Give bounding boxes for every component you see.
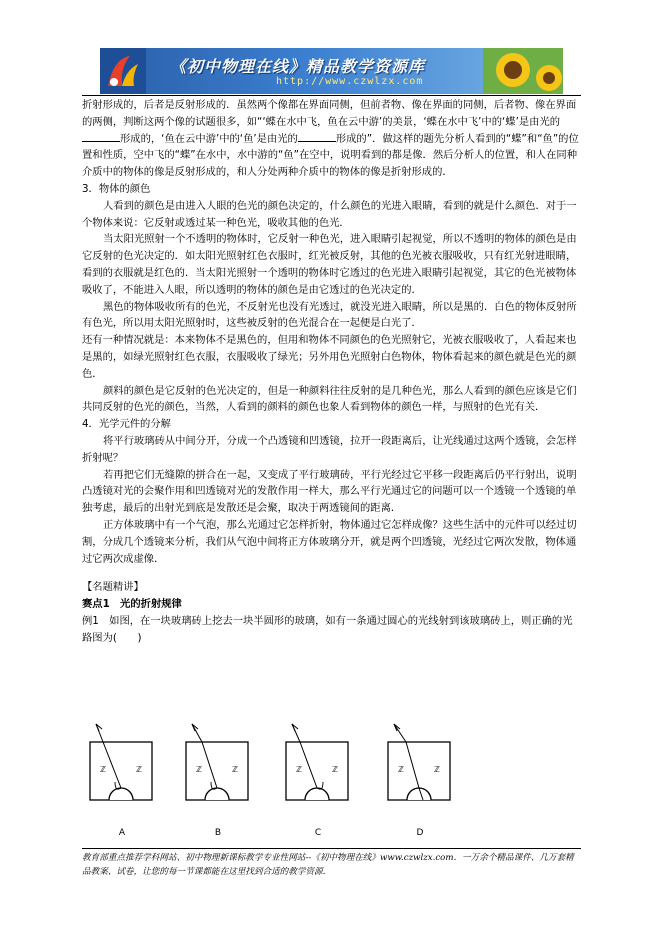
svg-text:ℤ: ℤ [296,765,302,774]
page-footer: 教育部重点推荐学科网站、初中物理新课标教学专业性网站--《初中物理在线》www.czwlzx.com．一万余个精品课件、几万套精品教案、试卷，让您的每一节课都能在这里找到合适的教学资源． [82,853,574,877]
answer-blank-1 [82,131,120,142]
figure-label-b: B [214,828,222,838]
figure-label-c: C [314,828,322,838]
section-4-paragraph-2: 若再把它们无缝隙的拼合在一起，又变成了平行玻璃砖，平行光经过它平移一段距离后仍平行射出，说明凸透镜对光的会聚作用和凹透镜对光的发散作用一样大，那么平行光通过它的问题可以一个透镜一个透镜的单独考虑，最后的出射光到底是发散还是会聚，取决于两透镜间的距离． [82,468,577,515]
light-path-diagram-b [178,720,258,830]
section-3-paragraph-2: 当太阳光照射一个不透明的物体时，它反射一种色光，进入眼睛引起视觉，所以不透明的物体的颜色是由它反射的色光决定的．如太阳光照射红色衣服时，红光被反射，其他的色光被衣服吸收，只有红光射进眼睛，看到的衣服就是红色的．当太阳光照射一个透明的物体时它透过的色光进入眼睛引起视觉，其它的色光被物体吸收了，不能进入人眼，所以透明的物体的颜色是由它透过的色光决定的． [82,233,577,296]
answer-blank-2 [298,131,336,142]
intro-text-part1: 折射形成的，后者是反射形成的．虽然两个像都在界面同侧，但前者物、像在界面的同侧，后者物、像在界面的两侧，判断这两个像的试题很多，如“‘蝶在水中飞，鱼在云中游’的美景，‘蝶在水中飞’中的‘蝶’是由光的 [82,99,577,128]
section-4-title: 4．光学元件的分解 [82,418,171,431]
figure-label-a: A [118,828,126,838]
figure-option-b[interactable] [178,720,258,840]
example-question: 例1 如图，在一块玻璃砖上挖去一块半圆形的玻璃，如有一条通过圆心的光线射到该玻璃砖上，则正确的光路图为( ) [82,614,573,644]
svg-text:ℤ: ℤ [332,765,338,774]
section-3-paragraph-5: 颜料的颜色是它反射的色光决定的，但是一种颜料往往反射的是几种色光，那么人看到的颜色应该是它们共同反射的色光的颜色，当然，人看到的颜料的颜色也象人看到物体的颜色一样，与照射的色光有关． [82,384,577,414]
figure-option-d[interactable] [380,720,460,840]
site-logo-icon [100,48,146,94]
section-4-paragraph-1: 将平行玻璃砖从中间分开，分成一个凸透镜和凹透镜，拉开一段距离后，让光线通过这两个透镜，会怎样折射呢？ [82,434,577,464]
intro-text-part2: 形成的，‘鱼在云中游’中的‘鱼’是由光的 [120,132,298,145]
site-url[interactable]: http://www.czwlzx.com [276,76,424,87]
footer-divider [82,848,581,849]
famous-problems-heading: 【名题精讲】 [82,581,144,594]
svg-text:ℤ: ℤ [196,765,202,774]
section-3-paragraph-1: 人看到的颜色是由进入人眼的色光的颜色决定的，什么颜色的光进入眼睛，看到的就是什么颜色．对于一个物体来说：它反射或透过某一种色光，吸收其他的色光． [82,199,577,229]
topic-heading: 赛点1 光的折射规律 [82,598,182,611]
svg-text:ℤ: ℤ [434,765,440,774]
light-path-diagram-d [380,720,460,830]
section-4-paragraph-3: 正方体玻璃中有一个气泡，那么光通过它怎样折射，物体通过它怎样成像？这些生活中的元件可以经过切割，分成几个透镜来分析，我们从气泡中间将正方体玻璃分开，就是两个凹透镜，光经过它两次发散，物体通过它两次成虚像． [82,518,577,565]
figure-option-a[interactable] [82,720,162,840]
intro-paragraph [82,97,582,181]
section-3-title: 3．物体的颜色 [82,182,151,195]
section-3-paragraph-3: 黑色的物体吸收所有的色光，不反射光也没有光透过，就没光进入眼睛，所以是黑的．白色的物体反射所有色光，所以用太阳光照射时，这些被反射的色光混合在一起便是白光了． [82,300,577,330]
site-banner[interactable] [100,48,563,94]
site-title: 《初中物理在线》精品教学资源库 [170,57,426,76]
light-path-diagram-c [278,720,358,830]
option-figures [82,720,522,850]
document-body [82,97,582,647]
svg-text:ℤ: ℤ [136,765,142,774]
svg-text:ℤ: ℤ [100,765,106,774]
figure-label-d: D [416,828,424,838]
section-3-paragraph-4: 还有一种情况就是：本来物体不是黑色的，但用和物体不同颜色的色光照射它，光被衣服吸收了，人看起来也是黑的，如绿光照射红色衣服，衣服吸收了绿光；另外用色光照射白色物体，物体看起来的颜色就是色光的颜色． [82,334,577,380]
light-path-diagram-a [82,720,162,830]
svg-text:ℤ: ℤ [232,765,238,774]
intro-text-part3: 形成的”．做这样的题先分析人看到的“蝶”和“鱼”的位置和性质，空中飞的“蝶”在水中，水中游的“鱼”在空中，说明看到的都是像．然后分析人的位置，和人在同种介质中的物体的像是反射形成的，和人分处两种介质中的物体的像是折射形成的． [82,132,579,179]
sunflower-icon [483,48,563,94]
header-divider [82,95,581,96]
spacer [82,567,582,579]
figure-option-c[interactable] [278,720,358,840]
svg-text:ℤ: ℤ [398,765,404,774]
